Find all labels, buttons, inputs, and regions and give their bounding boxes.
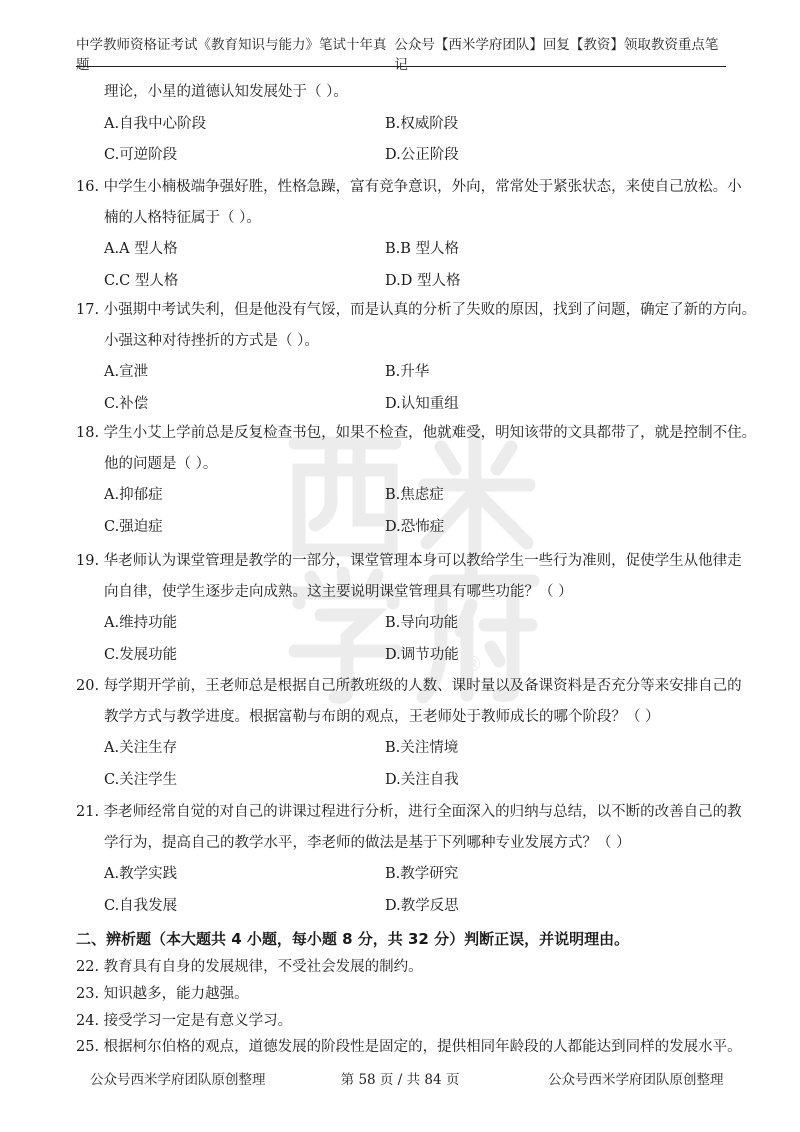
option-a: A.关注生存 (104, 740, 178, 756)
discussion-item: 22. 教育具有自身的发展规律，不受社会发展的制约。 (76, 959, 423, 975)
question-stem: 19. 华老师认为课堂管理是教学的一部分，课堂管理本身可以教给学生一些行为准则，促使学生从他律走 (76, 553, 742, 569)
question-stem-continuation: 楠的人格特征属于（ ）。 (104, 210, 261, 226)
option-c: C.关注学生 (104, 772, 178, 788)
question-stem: 18. 学生小艾上学前总是反复检查书包，如果不检查，他就难受，明知该带的文具都带了，就是控制不住。 (76, 425, 757, 441)
question-stem-continuation: 小强这种对待挫折的方式是（ ）。 (104, 333, 319, 349)
section-heading: 二、辨析题（本大题共 4 小题，每小题 8 分，共 32 分）判断正误，并说明理由。 (76, 930, 630, 948)
option-b: B.权威阶段 (385, 116, 459, 132)
question-stem: 17. 小强期中考试失利，但是他没有气馁，而是认真的分析了失败的原因，找到了问题，确定了新的方向。 (76, 302, 757, 318)
option-b: B.导向功能 (385, 615, 459, 631)
question-15-stem-continuation: 理论，小星的道德认知发展处于（ ）。 (104, 84, 348, 100)
option-d: D.调节功能 (385, 647, 459, 663)
option-c: C.补偿 (104, 396, 149, 412)
page-number: 第 58 页 / 共 84 页 (340, 1072, 460, 1088)
option-a: A.宣泄 (104, 364, 149, 380)
discussion-item: 24. 接受学习一定是有意义学习。 (76, 1013, 293, 1029)
question-stem: 16. 中学生小楠极端争强好胜，性格急躁，富有竞争意识，外向，常常处于紧张状态，来使自己放松。小 (76, 179, 742, 195)
question-stem: 21. 李老师经常自觉的对自己的讲课过程进行分析，进行全面深入的归纳与总结，以不断的改善自己的教 (76, 804, 742, 820)
question-stem-continuation: 学行为，提高自己的教学水平，李老师的做法是基于下列哪种专业发展方式？（ ） (104, 835, 631, 851)
option-a: A.抑郁症 (104, 487, 163, 503)
option-c: C.发展功能 (104, 647, 178, 663)
option-d: D.D 型人格 (385, 273, 461, 289)
question-stem-continuation: 他的问题是（ ）。 (104, 456, 218, 472)
option-d: D.公正阶段 (385, 147, 459, 163)
option-c: C.强迫症 (104, 519, 163, 535)
option-d: D.认知重组 (385, 396, 459, 412)
header-right-text: 公众号【西米学府团队】回复【教资】领取教资重点笔记 (394, 37, 719, 73)
question-stem-continuation: 向自律，使学生逐步走向成熟。这主要说明课堂管理具有哪些功能？（ ） (104, 584, 573, 600)
option-b: B.关注情境 (385, 740, 459, 756)
option-b: B.教学研究 (385, 866, 459, 882)
option-d: D.教学反思 (385, 898, 459, 914)
watermark-mark: ® (463, 652, 483, 676)
option-d: D.关注自我 (385, 772, 459, 788)
option-c: C.可逆阶段 (104, 147, 178, 163)
option-a: A.自我中心阶段 (104, 116, 207, 132)
discussion-item: 25. 根据柯尔伯格的观点，道德发展的阶段性是固定的，提供相同年龄段的人都能达到同样的发展水平。 (76, 1039, 742, 1055)
option-b: B.B 型人格 (385, 241, 460, 257)
option-c: C.自我发展 (104, 898, 178, 914)
question-stem-continuation: 教学方式与教学进度。根据富勒与布朗的观点，王老师处于教师成长的哪个阶段？（ ） (104, 709, 660, 725)
option-b: B.升华 (385, 364, 430, 380)
option-b: B.焦虑症 (385, 487, 444, 503)
footer-right: 公众号西米学府团队原创整理 (548, 1072, 724, 1088)
option-a: A.教学实践 (104, 866, 178, 882)
question-stem: 20. 每学期开学前，王老师总是根据自己所教班级的人数、课时量以及备课资料是否充分等来安排自己的 (76, 678, 742, 694)
discussion-item: 23. 知识越多，能力越强。 (76, 986, 249, 1002)
option-a: A.A 型人格 (104, 241, 178, 257)
header-left-text: 中学教师资格证考试《教育知识与能力》笔试十年真题 (76, 37, 387, 73)
option-c: C.C 型人格 (104, 273, 179, 289)
option-a: A.维持功能 (104, 615, 178, 631)
option-d: D.恐怖症 (385, 519, 445, 535)
footer-left: 公众号西米学府团队原创整理 (90, 1072, 266, 1088)
